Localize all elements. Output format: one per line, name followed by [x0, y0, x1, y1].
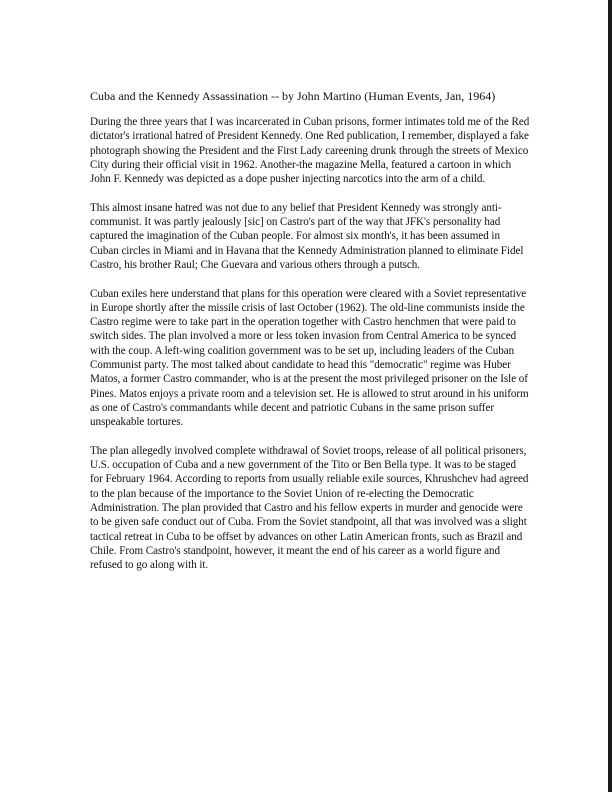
paragraph-2: This almost insane hatred was not due to any belief that President Kennedy was strongly anti-communist. It was partly jealously [sic] on Castro's part of the way that JFK's personality had captured the imagination of the Cuban people. For almost six month's, it has been assumed in Cuban circles in Miami and in Havana that the Kennedy Administration planned to eliminate Fidel Castro, his brother Raul; Che Guevara and various others through a putsch.	[90, 201, 524, 271]
paragraph-4: The plan allegedly involved complete withdrawal of Soviet troops, release of all political prisoners, U.S. occupation of Cuba and a new government of the Tito or Ben Bella type. It was to be staged for February 1964. According to reports from usually reliable exile sources, Khrushchev had agreed to the plan because of the importance to the Soviet Union of re-electing the Democratic Administration. The plan provided that Castro and his fellow experts in murder and genocide were to be given safe conduct out of Cuba. From the Soviet standpoint, all that was involved was a slight tactical retreat in Cuba to be offset by advances on other Latin American fronts, such as Brazil and Chile. From Castro's standpoint, however, it meant the end of his career as a world figure and refused to go along with it.	[90, 444, 529, 572]
paragraph-1: During the three years that I was incarcerated in Cuban prisons, former intimates told me of the Red dictator's irrational hatred of President Kennedy. One Red publication, I remember, displayed a fake photograph showing the President and the First Lady careening drunk through the streets of Mexico City during their official visit in 1962. Another-the magazine Mella, featured a cartoon in which John F. Kennedy was depicted as a dope pusher injecting narcotics into the arm of a child.	[90, 116, 530, 186]
document-title: Cuba and the Kennedy Assassination -- by John Martino (Human Events, Jan, 1964)	[90, 89, 496, 103]
scan-edge	[608, 0, 612, 792]
document-body	[90, 89, 530, 587]
paragraph-3: Cuban exiles here understand that plans for this operation were cleared with a Soviet representative in Europe shortly after the missile crisis of last October (1962). The old-line communists inside the Castro regime were to take part in the operation together with Castro henchmen that were paid to switch sides. The plan involved a more or less token invasion from Central America to be synced with the coup. A left-wing coalition government was to be set up, including leaders of the Cuban Communist party. The most talked about candidate to head this "democratic" regime was Huber Matos, a former Castro commander, who is at the present the most privileged prisoner on the Isle of Pines. Matos enjoys a private room and a television set. He is allowed to strut around in his uniform as one of Castro's commandants while decent and patriotic Cubans in the same prison suffer unspeakable tortures.	[90, 287, 529, 429]
